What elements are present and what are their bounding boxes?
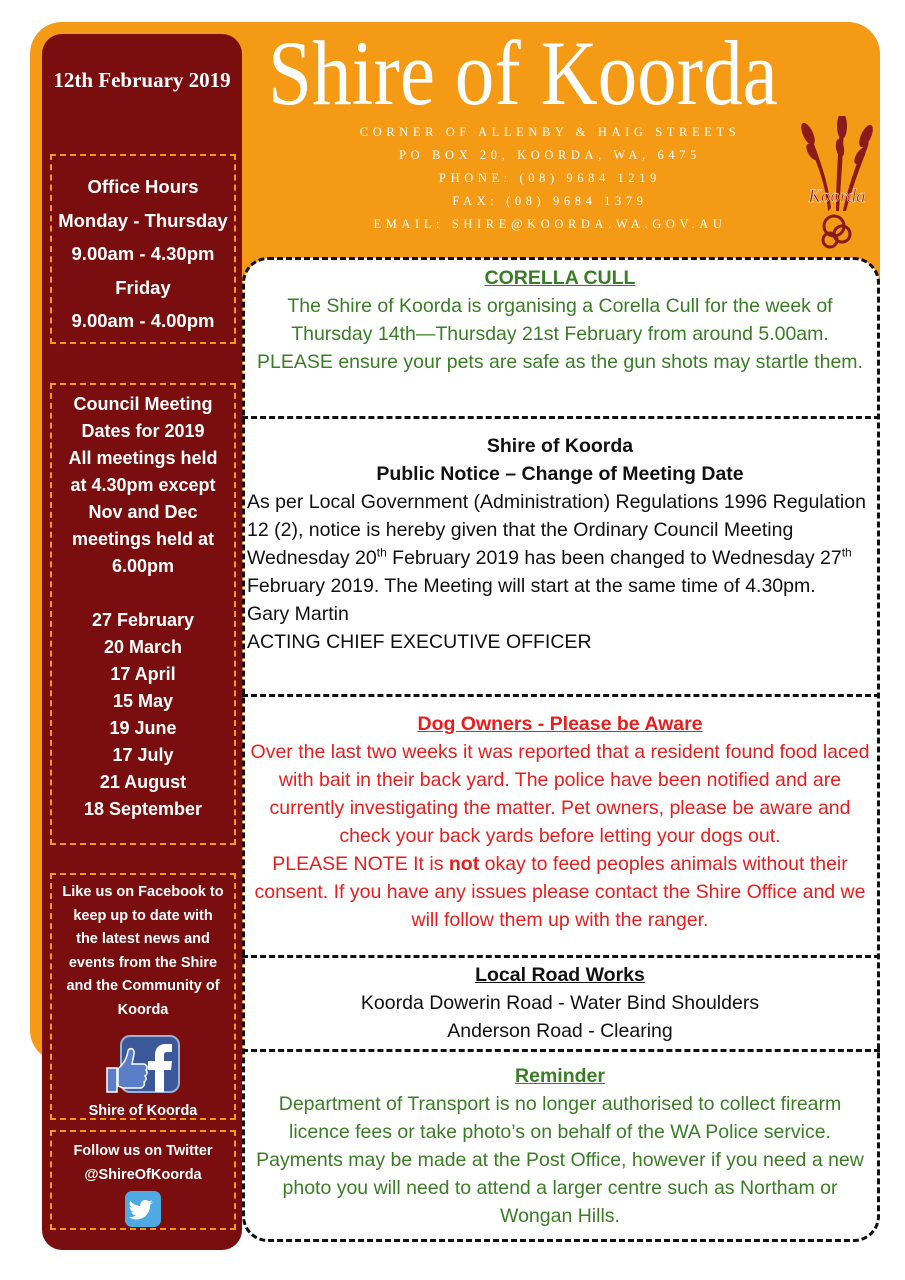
signature-title: ACTING CHIEF EXECUTIVE OFFICER	[247, 631, 592, 653]
shire-logo	[798, 116, 876, 256]
roadworks-heading: Local Road Works	[475, 964, 645, 986]
council-intro-line: Dates for 2019	[81, 421, 205, 441]
signature-name: Gary Martin	[247, 603, 349, 625]
reminder-section	[245, 1062, 875, 1230]
office-hours-title: Office Hours	[87, 176, 199, 197]
section-divider	[242, 955, 880, 958]
corella-body: The Shire of Koorda is organising a Corella Cull for the week of Thursday 14th—Thursday 21st February from around 5.00am. PLEASE ensure your pets are safe as the gun shots may startle them.	[257, 295, 863, 373]
section-divider	[242, 694, 880, 697]
facebook-text-line: keep up to date with	[73, 907, 213, 924]
office-hours-time: 9.00am - 4.30pm	[71, 243, 215, 264]
meeting-date: 27 February	[91, 610, 195, 630]
fax-line: FAX: (08) 9684 1379	[452, 194, 648, 208]
council-meetings-box	[50, 383, 236, 845]
logo-text: Koorda	[808, 186, 866, 207]
meeting-date: 17 July	[112, 745, 174, 765]
corella-heading: CORELLA CULL	[484, 267, 636, 289]
twitter-icon[interactable]	[125, 1191, 161, 1227]
section-divider	[242, 416, 880, 419]
facebook-text-line: the latest news and	[76, 931, 210, 947]
roadworks-line: Anderson Road - Clearing	[447, 1020, 673, 1042]
council-intro-line: Council Meeting	[73, 394, 213, 414]
dog-note: PLEASE NOTE It is not okay to feed peoples animals without their consent. If you have any issues please contact the Shire Office and we will follow them up with the ranger.	[254, 853, 866, 931]
council-intro-line: meetings held at	[71, 529, 215, 549]
meeting-date: 18 September	[83, 799, 203, 819]
council-intro-line: at 4.30pm except	[70, 475, 216, 495]
council-intro-line: 6.00pm	[111, 556, 175, 576]
phone-line: PHONE: (08) 9684 1219	[439, 171, 661, 185]
office-hours-box	[50, 154, 236, 344]
office-hours-days: Friday	[115, 276, 171, 298]
notice-body: As per Local Government (Administration) Regulations 1996 Regulation 12 (2), notice is hereby given that the Ordinary Council Meeting Wednesday 20th February 2019 has been changed to Wednesday 27th February 2019. The Meeting will start at the same time of 4.30pm.	[247, 491, 866, 597]
facebook-text-line: events from the Shire	[68, 954, 218, 971]
dog-heading: Dog Owners - Please be Aware	[417, 713, 703, 735]
meeting-date: 19 June	[109, 718, 177, 738]
notice-heading: Shire of Koorda	[486, 435, 634, 457]
facebook-icon[interactable]	[103, 1034, 183, 1096]
meeting-date: 17 April	[110, 664, 176, 684]
email-line: EMAIL: SHIRE@KOORDA.WA.GOV.AU	[373, 217, 727, 231]
facebook-text-line: and the Community of	[66, 978, 220, 994]
facebook-text-line: Koorda	[117, 1001, 169, 1018]
twitter-handle: @ShireOfKoorda	[84, 1166, 202, 1183]
twitter-box	[50, 1130, 236, 1230]
meeting-date: 20 March	[103, 637, 183, 657]
facebook-text-line: Like us on Facebook to	[62, 884, 224, 900]
section-divider	[242, 1049, 880, 1052]
roadworks-line: Koorda Dowerin Road - Water Bind Shoulders	[360, 992, 760, 1014]
council-intro-line: Nov and Dec	[88, 502, 198, 522]
facebook-page-name: Shire of Koorda	[88, 1103, 198, 1119]
meeting-date: 15 May	[112, 691, 174, 711]
dog-body: Over the last two weeks it was reported that a resident found food laced with bait in their back yard. The police have been notified and are currently investigating the matter. Pet owners, please be aware and check your back yards before letting your dogs out.	[250, 741, 870, 847]
address-line: CORNER OF ALLENBY & HAIG STREETS	[359, 125, 741, 139]
office-hours-days: Monday - Thursday	[58, 209, 228, 231]
reminder-heading: Reminder	[515, 1065, 605, 1087]
address-line: PO BOX 20, KOORDA, WA, 6475	[399, 148, 701, 162]
council-intro-line: All meetings held	[68, 448, 218, 468]
meeting-date: 21 August	[99, 772, 187, 792]
reminder-body: Department of Transport is no longer authorised to collect firearm licence fees or take photo’s on behalf of the WA Police service. Payments may be made at the Post Office, however if you need a new photo you will need to attend a larger centre such as Northam or Wongan Hills.	[256, 1093, 864, 1227]
page-title: Shire of Koorda	[268, 22, 778, 124]
road-works-section	[245, 961, 875, 1045]
facebook-box	[50, 873, 236, 1120]
public-notice-section	[245, 432, 875, 656]
dog-owners-section	[245, 710, 875, 934]
corella-section	[245, 264, 875, 376]
notice-subheading: Public Notice – Change of Meeting Date	[376, 463, 744, 485]
twitter-text-line: Follow us on Twitter	[73, 1143, 213, 1159]
office-hours-time: 9.00am - 4.00pm	[71, 310, 215, 331]
issue-date: 12th February 2019	[53, 68, 231, 92]
